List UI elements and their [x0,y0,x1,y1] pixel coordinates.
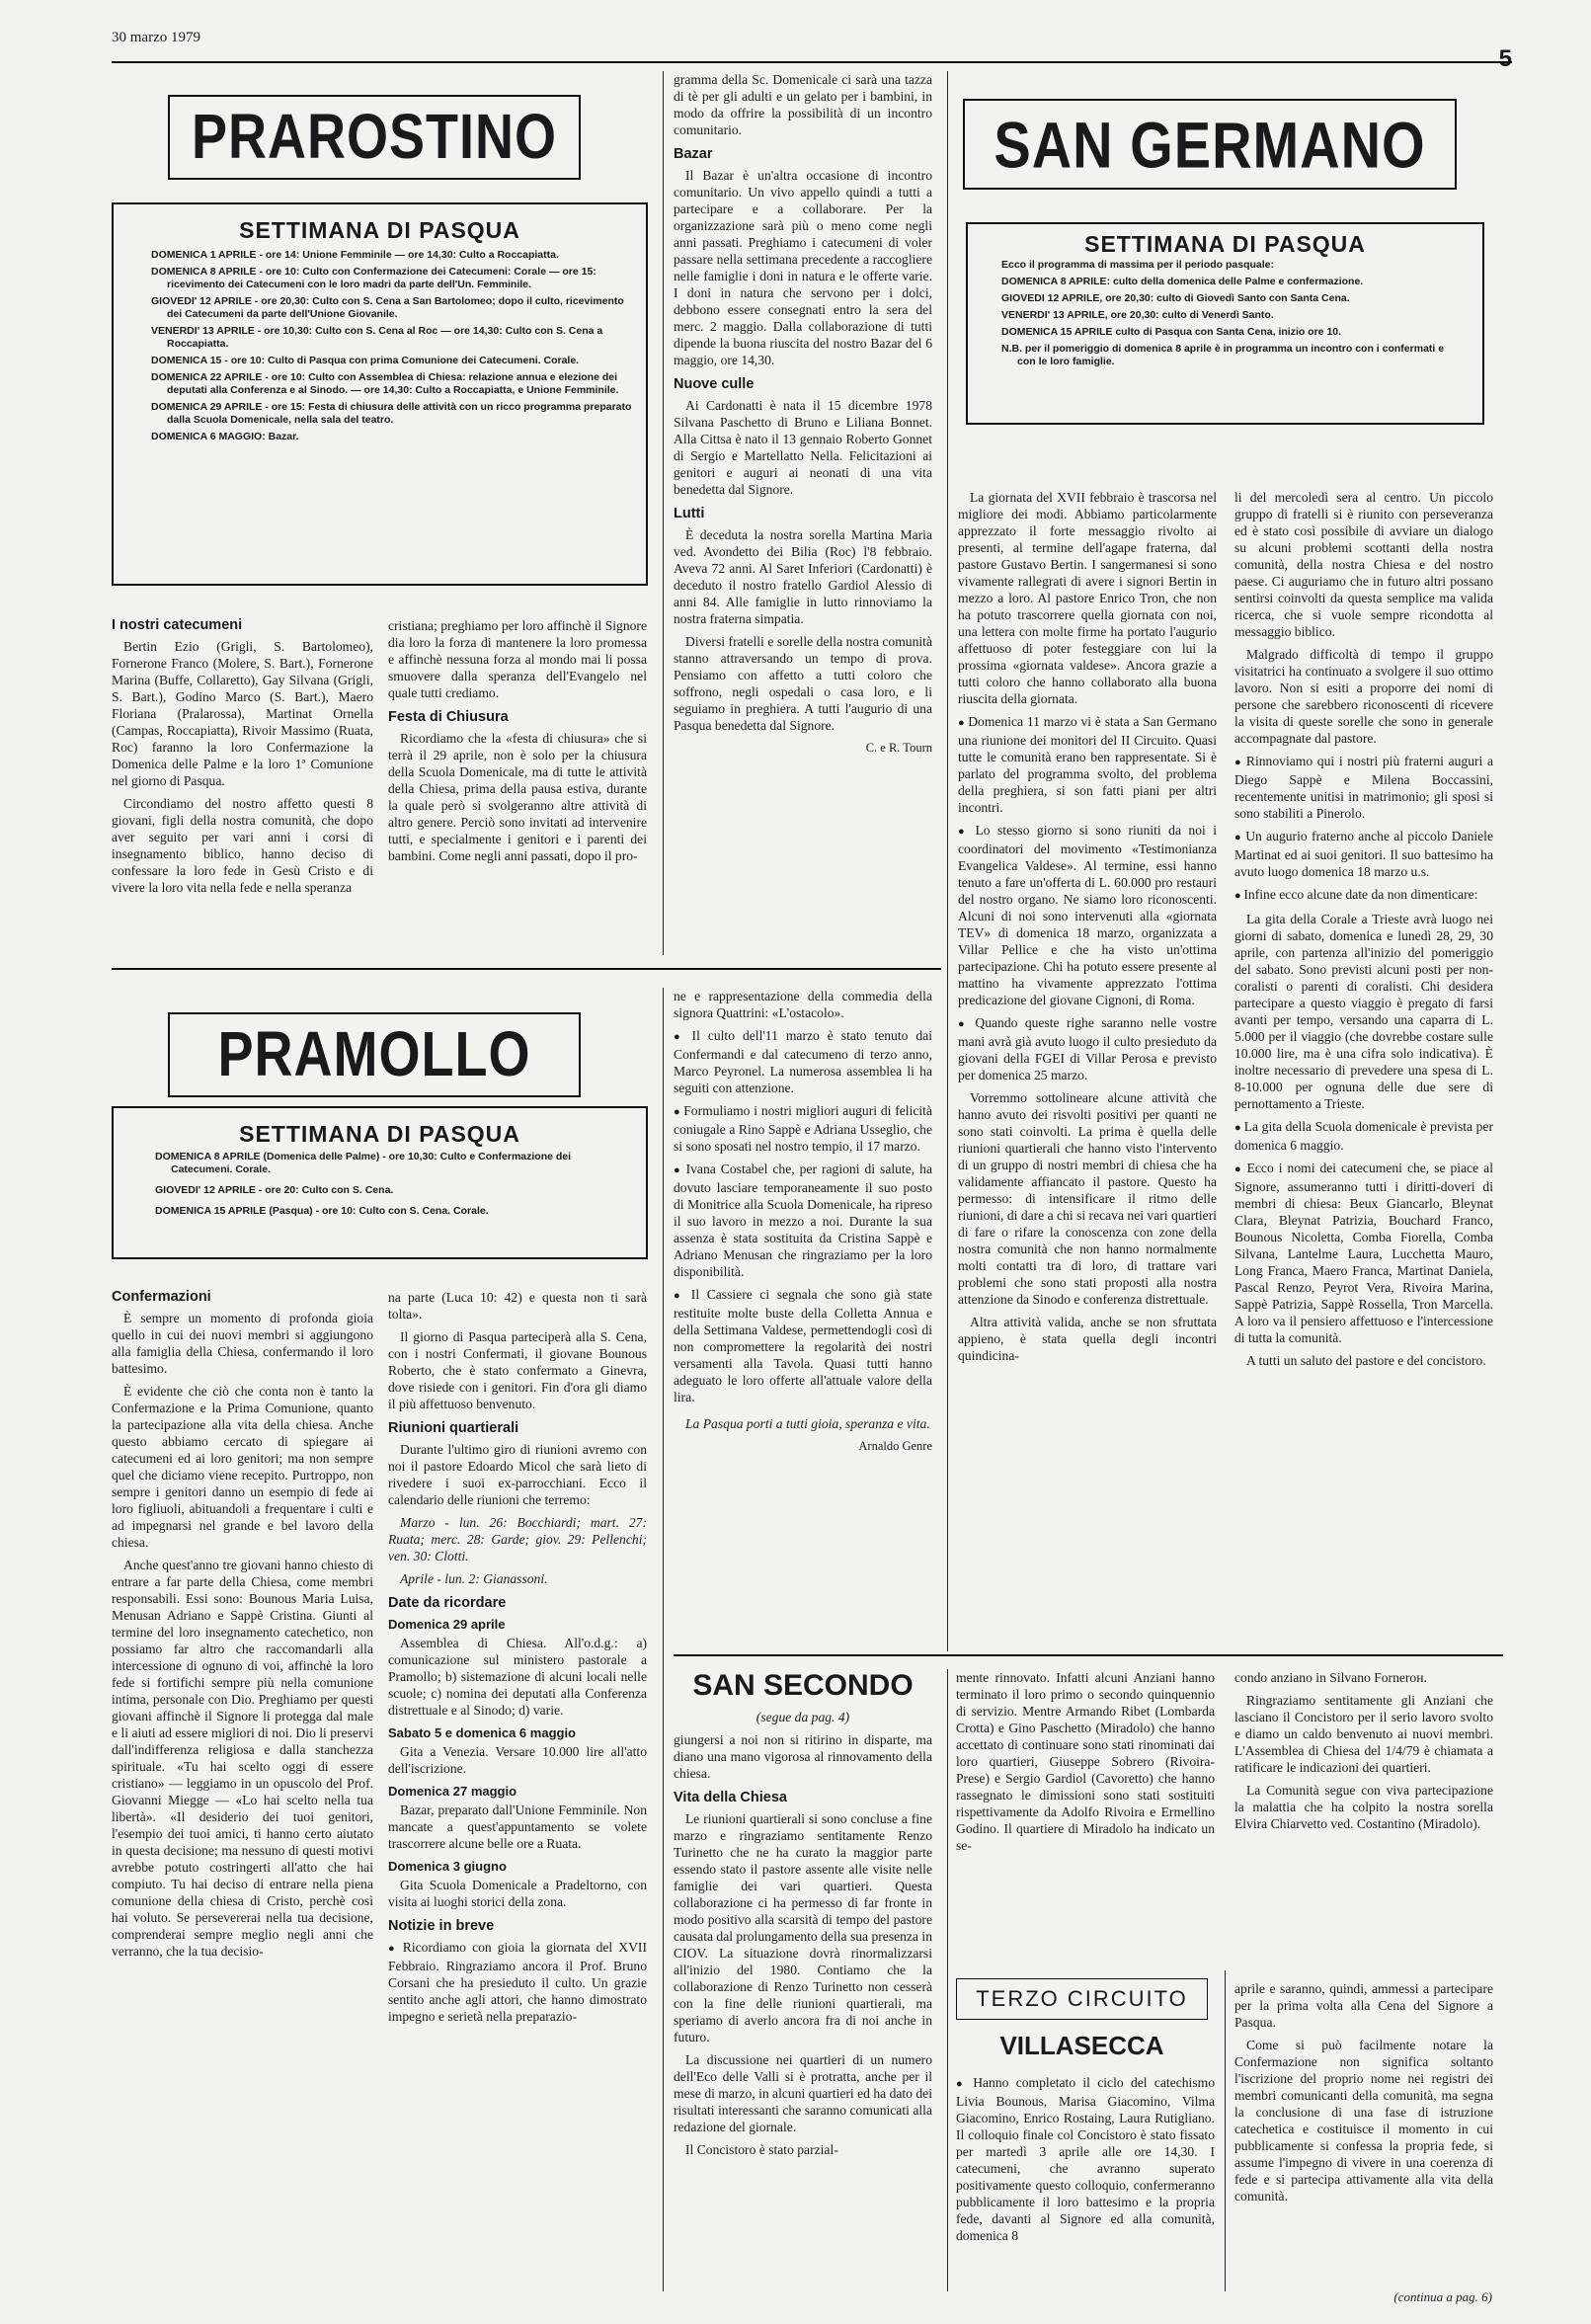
section-heading: Vita della Chiesa [674,1790,787,1805]
programme-line: DOMENICA 8 APRILE (Domenica delle Palme) - ore 10,30: Culto e Confermazione dei Catecumeni. Corale. [155,1151,572,1175]
paragraph: Vorremmo sottolineare alcune attività che hanno avuto dei risvolti positivi per quanti ne sono stati coinvolti. La prima è quella delle riunioni quartierali che hanno visto l'intervento di un gruppo di nostri membri di chiesa che ha validamente affiancato il pastore. Questo ha permesso: di intensificare il ritmo delle riunioni, di dare a chi si recava nei vari quartieri di fare o rifare la conoscenza con zone della nostra comunità che non hanno normalmente molti contatti tra di loro, di trattare vari problemi che sono stati proposti alla nostra attenzione da Sinodo e conferenza distrettuale. [958,1090,1217,1307]
san-secondo-column-1 [674,1709,932,2291]
page-date: 30 marzo 1979 [112,30,200,45]
programme-line: DOMENICA 8 APRILE - ore 10: Culto con Confermazione dei Catecumeni: Corale — ore 15: ricevimento dei Catecumeni con le loro madri da parte dell'Un. Femminile. [151,266,597,290]
paragraph: Ricordiamo che la «festa di chiusura» che si terrà il 29 aprile, non è solo per la chiusura della Scuola Domenicale, ma di tutte le attività della Chiesa, prima della pausa estiva, durante la quale però si svolgeranno altre attività di altro genere. Perciò sono invitati ad intervenire tutti, e specialmente i genitori e i parenti dei bambini. Come negli anni passati, dopo il pro- [388,731,647,863]
villasecca-column-1 [956,2074,1215,2293]
paragraph: Gita a Venezia. Versare 10.000 lire all'atto dell'iscrizione. [388,1744,647,1776]
paragraph: Il Concistoro è stato parzial- [685,2142,838,2157]
prarostino-programme [112,202,648,586]
programme-line: DOMENICA 15 - ore 10: Culto di Pasqua con prima Comunione dei Catecumeni. Corale. [151,355,580,366]
pramollo-title-box [168,1012,581,1097]
paragraph: Altra attività valida, anche se non sfruttata appieno, è stata quella degli incontri quindicina- [958,1315,1217,1363]
page-number: 5 [1498,45,1512,72]
paragraph: Gita Scuola Domenicale a Pradeltorno, con visita ai luoghi storici della zona. [388,1878,647,1909]
paragraph: Anche quest'anno tre giovani hanno chiesto di entrare a far parte della Chiesa, come membri responsabili. Essi sono: Bounous Maria Luisa, Menusan Adriano e Sappè Cristina. Giunti al termine del loro insegnamento catechetico, non possiamo far altro che raccomandarli alla intercessione di ognuno di voi, affinchè la loro fede si fortifichi sempre più nella comunione intima, personale con Dio. Preghiamo per questi giovani affinchè il Signore li protegga dal male e li aiuti ad essere migliori di noi. Dio li preservi dall'indifferenza religiosa e dalla stanchezza spirituale. «Tu hai scelto oggi di essere cristiano» — leggiamo in un opuscolo del Prof. Giovanni Miegge — «Lo hai scelto nella tua libertà». «Il desiderio dei tuoi genitori, l'esempio dei tuoi amici, ti hanno certo aiutato in questa decisione; ma nessuno di questi motivi avrebbe potuto costringerti all'atto che hai compiuto. Tu hai deciso di entrare nella piena comunione della chiesa di Cristo, perchè così hai voluto. Se persevererai nella tua decisione, comprenderai sempre meglio negli anni che verranno, che la tua decisio- [112,1558,373,1959]
paragraph: Il giorno di Pasqua parteciperà alla S. Cena, con i nostri Confermati, il giovane Bounous Roberto, che è stato confermato a Ginevra, dove risiede con i genitori. Fin d'ora gli diamo il più affettuoso benvenuto. [388,1329,647,1411]
closing-line: La Pasqua porti a tutti gioia, speranza e vita. [685,1416,930,1431]
villasecca-column-2 [1234,1980,1493,2294]
column-rule [663,988,664,2291]
paragraph: Ai Cardonatti è nata il 15 dicembre 1978 Silvana Paschetto di Bruno e Liliana Bonnet. Alla Cittsa è nato il 13 gennaio Roberto Gonnet di Sergio e Martellatto Nella. Felicitazioni ai genitori e auguri ai neonati di una vita benedetta dal Signore. [674,398,932,497]
programme-line: DOMENICA 15 APRILE culto di Pasqua con Santa Cena, inizio ore 10. [1001,326,1342,338]
bullet-paragraph: ● La gita della Scuola domenicale è prevista per domenica 6 maggio. [1234,1118,1493,1154]
signature: C. e R. Tourn [865,741,932,755]
pramollo-column-1 [112,1289,373,2291]
bullet-paragraph: ● Il culto dell'11 marzo è stato tenuto dai Confermandi e dal catecumeno di terzo anno, Marco Peyronel. La numerosa assemblea li ha seguiti con attenzione. [674,1027,932,1096]
section-heading: I nostri catecumeni [112,617,243,633]
bullet-paragraph: ● Formuliamo i nostri migliori auguri di felicità coniugale a Rino Sappè e Adriana Usseglio, che si sono sposati nel nostro tempio, il 17 marzo. [674,1102,932,1155]
paragraph: Ringraziamo sentitamente gli Anziani che lasciano il Concistoro per il serio lavoro svolto e diamo un caldo benvenuto ai nuovi membri. L'Assemblea di Chiesa del 1/4/79 è chiamata a ratificare le indicazioni dei quartieri. [1234,1693,1493,1775]
paragraph: Diversi fratelli e sorelle della nostra comunità stanno attraversando un tempo di prova. Pensiamo con affetto a tutti coloro che soffrono, negli ospedali o casa loro, e li seguiamo in preghiera. A tutti l'augurio di una Pasqua benedetta dal Signore. [674,634,932,733]
programme-heading: SETTIMANA DI PASQUA [239,217,520,243]
paragraph: La discussione nei quartieri di un numero dell'Eco delle Valli si è protratta, anche per il mese di marzo, in alcuni quartieri ed ha dato dei risultati interessanti che saranno comunicati alla redazione del giornale. [674,2052,932,2134]
san-germano-title-box [963,99,1457,190]
terzo-circuito-title-box [956,1978,1208,2020]
programme-line: Ecco il programma di massima per il periodo pasquale: [1001,259,1274,271]
section-heading: Bazar [674,146,713,162]
paragraph: Il Bazar è un'altra occasione di incontro comunitario. Un vivo appello quindi a tutti a partecipare e a collaborare. Per la organizzazione sarà più o meno come negli anni passati. Preghiamo i catecumeni di voler passare nella settimana precedente a raccogliere nelle famiglie i doni in natura e le offerte varie. I doni in natura che servono per i dolci, debbono essere consegnati entro la sera del merc. 2 maggio. Dalla collaborazione di tutti dipende la buona riuscita del nostro Bazar del 6 maggio, ore 14,30. [674,168,932,367]
paragraph: Assemblea di Chiesa. All'o.d.g.: a) comunicazione sul ministero pastorale a Pramollo; b) sistemazione di alcuni locali nelle scuole; c) nomina dei deputati alla Conferenza distrettuale e al Sinodo; d) varie. [388,1636,647,1718]
section-heading: Festa di Chiusura [388,709,509,725]
bullet-paragraph: ● Un augurio fraterno anche al piccolo Daniele Martinat ed ai suoi genitori. Il suo battesimo ha avuto luogo domenica 18 marzo u.s. [1234,828,1493,880]
programme-line: DOMENICA 1 APRILE - ore 14: Unione Femminile — ore 14,30: Culto a Roccapiatta. [151,249,559,261]
paragraph: mente rinnovato. Infatti alcuni Anziani hanno terminato il loro primo o secondo quinquennio di servizio. Mentre Armando Ribet (Lombarda Crotta) e Gino Paschetto (Miradolo) che hanno accettato di continuare sono stati rinominati dai loro quartieri, Giuseppe Sobrero (Rivoira-Prese) e Sergio Gardiol (Cavoretto) che hanno rassegnato le dimissioni sono stati sostituiti rispettivamente da Adolfo Rivoira e Ermellino Godino. Il quartiere di Miradolo ha indicato un se- [956,1670,1215,1853]
paragraph: La giornata del XVII febbraio è trascorsa nel migliore dei modi. Abbiamo particolarmente apprezzato il forte messaggio rivolto ai presenti, al termine dell'agape fraterna, dal pastore Gustavo Bertin. I sangermanesi si sono vivamente rallegrati di avere i signori Bertin in mezzo a loro. Al pastore Enrico Tron, che non ha potuto trascorrere quella giornata con noi, una lettera con molte firme ha portato l'augurio affettuoso di poter festeggiare con lui la prossima «giornata valdese». Ancora grazie a tutti coloro che hanno collaborato alla buona riuscita della giornata. [958,490,1217,706]
paragraph: Aprile - lun. 2: Gianassoni. [400,1571,548,1586]
paragraph: È sempre un momento di profonda gioia quello in cui dei nuovi membri si aggiungono alla famiglia della Chiesa, confermando il loro battesimo. [112,1311,373,1376]
prarostino-title-box [168,95,581,180]
section-rule [674,1654,1503,1656]
signature: Arnaldo Genre [858,1439,932,1453]
paragraph: aprile e saranno, quindi, ammessi a partecipare per la prima volta alla Cena del Signore a Pasqua. [1234,1981,1493,2030]
bullet-paragraph: ● Lo stesso giorno si sono riuniti da noi i coordinatori del movimento «Testimonianza Evangelica Valdese». Al termine, essi hanno tenuto a fare un'offerta di L. 60.000 pro restauri del nostro organo. Ne siamo loro riconoscenti. Alcuni di noi sono intervenuti alla «giornata TEV» di domenica 18 marzo, organizzata a Villar Pellice e che ha visto un'ottima partecipazione. Chi ha potuto essere presente al mattino ha vivamente apprezzato l'ottima predicazione del giovane Cignoni, di Roma. [958,822,1217,1008]
section-rule [112,968,941,970]
programme-line: VENERDI' 13 APRILE, ore 20,30: culto di Venerdì Santo. [1001,309,1274,321]
date-heading: Domenica 27 maggio [388,1784,517,1799]
programme-line: GIOVEDI' 12 APRILE - ore 20: Culto con S. Cena. [155,1184,394,1196]
paragraph: Circondiamo del nostro affetto questi 8 giovani, figli della nostra comunità, che dopo aver seguito per vari anni i corsi di insegnamento biblico, hanno deciso di confessare la loro fede in Gesù Cristo e di vivere la loro vita nella fede e nella speranza [112,796,373,895]
date-heading: Sabato 5 e domenica 6 maggio [388,1725,576,1740]
continued-from: (segue da pag. 4) [756,1710,850,1724]
programme-line: GIOVEDI' 12 APRILE - ore 20,30: Culto con S. Cena a San Bartolomeo; dopo il culto, ricevimento dei Catecumeni da parte dell'Unione Giovanile. [151,295,624,320]
san-secondo-title: SAN SECONDO [692,1669,914,1702]
prarostino-column-2 [388,617,647,953]
paragraph: giungersi a noi non si ritirino in disparte, ma diano una mano vigorosa al rinnovamento della chiesa. [674,1732,932,1781]
paragraph: La gita della Corale a Trieste avrà luogo nei giorni di sabato, domenica e lunedì 28, 29, 30 aprile, con partenza all'inizio del pomeriggio del sabato. Sono previsti alcuni posti per non-coralisti o parenti di coralisti. Chi desidera partecipare a questo viaggio è pregato di farsi avanti per tempo, versando una caparra di L. 5.000 per il viaggio (che dovrebbe costare sulle 10.000 lire, ma è una cifra solo indicativa). È inoltre necessario di prevedere una spesa di L. 8-10.000 per ognuna delle due sere di pernottamento a Trieste. [1234,912,1493,1111]
bullet-paragraph: ● Hanno completato il ciclo del catechismo Livia Bounous, Marisa Giacomino, Vilma Giacomino, Enrico Rostaing, Laura Rutigliano. Il colloquio finale col Concistoro è stato fissato per martedì 3 aprile alle ore 14,30. I catecumeni, che avranno superato positivamente questo colloquio, confermeranno pubblicamente il loro battesimo e la propria fede, davanti al Signore ed alla comunità, domenica 8 [956,2074,1215,2244]
programme-heading: SETTIMANA DI PASQUA [239,1121,520,1147]
paragraph: ne e rappresentazione della commedia della signora Quattrini: «L'ostacolo». [674,989,932,1020]
paragraph: gramma della Sc. Domenicale ci sarà una tazza di tè per gli adulti e un gelato per i bambini, in modo da offrire la possibilità di un incontro comunitario. [674,72,932,137]
column-rule [947,1669,948,2291]
section-heading: Confermazioni [112,1289,211,1305]
terzo-circuito-title: TERZO CIRCUITO [976,1986,1188,2011]
paragraph: cristiana; preghiamo per loro affinchè il Signore dia loro la forza di mantenere la loro promessa e affinchè nessuna forza al mondo mai li possa smuovere dalla speranza dell'Evangelo nel quale tutti crediamo. [388,618,647,700]
programme-line: N.B. per il pomeriggio di domenica 8 aprile è in programma un incontro con i confermati e con le loro famiglie. [1001,343,1445,367]
programme-line: GIOVEDI 12 APRILE, ore 20,30: culto di Giovedì Santo con Santa Cena. [1001,292,1350,304]
paragraph: Come si può facilmente notare la Confermazione non significa soltanto l'iscrizione del proprio nome nei registri dei membri comunicanti della comunità, ma segna la conclusione di una fase di istruzione catechetica e costituisce il momento in cui pubblicamente si confessa la propria fede, si assume l'impegno di vivere in una coerenza di fede e si partecipa attivamente alla vita della comunità. [1234,2038,1493,2204]
column-rule [663,71,664,955]
continued-note: (continua a pag. 6) [1393,2289,1492,2304]
bullet-paragraph: ● Ecco i nomi dei catecumeni che, se piace al Signore, assumeranno tutti i diritti-doveri di membri di chiesa: Beux Giancarlo, Bleynat Clara, Bleynat Patrizia, Bouchard Franco, Bounous Nicoletta, Comba Fiorella, Comba Silvana, Lantelme Laura, Lucchetta Mauro, Long Franca, Maero Franca, Martinat Daniela, Pascal Renzo, Peyrot Vera, Rivoira Marina, Sappè Patrizia, Sappè Rossella, Tron Marcella. A loro va il pensiero affettuoso e l'intercessione di tutta la comunità. [1234,1160,1493,1346]
section-heading: Nuove culle [674,376,755,392]
pramollo-column-2 [388,1289,647,2291]
bullet-paragraph: ● Ivana Costabel che, per ragioni di salute, ha dovuto lasciare temporaneamente il suo posto di Monitrice alla Scuola Domenicale, ha ripreso il suo lavoro in mezzo a noi. Durante la sua assenza è stata sostituita da Cristina Sappè e Adriano Menusan che ringraziamo per la loro disponibilità. [674,1161,932,1280]
programme-line: DOMENICA 8 APRILE: culto della domenica delle Palme e confermazione. [1001,276,1364,287]
paragraph: Marzo - lun. 26: Bocchiardi; mart. 27: Ruata; merc. 28: Garde; giov. 29: Pellenchi; ven. 30: Clotti. [388,1515,647,1563]
paragraph: A tutti un saluto del pastore e del concistoro. [1246,1353,1486,1368]
prarostino-column-3 [674,71,932,955]
paragraph: Malgrado difficoltà di tempo il gruppo visitatrici ha continuato a svolgere il suo ottimo lavoro. Non si esiti a proporre dei nomi di persone che sarebbero riconoscenti di ricevere la visita di queste sorelle che sono in generale accompagnate dal pastore. [1234,647,1493,746]
paragraph: È deceduta la nostra sorella Martina Maria ved. Avondetto dei Bilia (Roc) l'8 febbraio. Aveva 72 anni. Al Saret Inferiori (Cardonatti) è deceduto il nostro fratello Gardiol Alessio di anni 84. Alle famiglie in lutto rinnoviamo la nostra fraterna simpatia. [674,527,932,626]
san-germano-column-1 [958,489,1217,1640]
villasecca-title: VILLASECCA [999,2031,1164,2060]
paragraph: condo anziano in Silvano Fornerон. [1234,1670,1427,1685]
san-secondo-column-3 [1234,1669,1493,1965]
programme-line: VENERDI' 13 APRILE - ore 10,30: Culto con S. Cena al Roc — ore 14,30: Culto con S. Cena a Roccapiatta. [151,325,603,350]
san-germano-programme [966,222,1484,425]
date-heading: Domenica 29 aprile [388,1617,506,1632]
paragraph: Bazar, preparato dall'Unione Femminile. Non mancate a quest'appuntamento se volete trascorrere alcune belle ore a Ruata. [388,1803,647,1851]
bullet-paragraph: ● Il Cassiere ci segnala che sono già state restituite molte buste della Colletta Annua e della Settimana Valdese, permettendogli così di non compromettere la regolarità dei nostri versamenti alla Tavola. Quasi tutti hanno adeguato le loro offerte all'attuale valore della lira. [674,1286,932,1405]
paragraph: Le riunioni quartierali si sono concluse a fine marzo e ringraziamo sentitamente Renzo Turinetto che ne ha curato la maggior parte essendo stato il pastore assente alle visite nelle famiglie dei vari quartieri. Questa collaborazione ci ha permesso di far fronte in modo positivo alla scarsità di tempo del pastore causata dal prolungamento della sua presenza in CIOV. La situazione dovrà rinormalizzarsi all'inizio del 1980. Contiamo che la collaborazione di Renzo Turinetto non cesserà con la fine delle riunioni quartierali, ma speriamo di averlo ancora fra di noi anche in futuro. [674,1811,932,2044]
section-heading: Riunioni quartierali [388,1420,519,1436]
san-germano-column-2 [1234,489,1493,1640]
bullet-paragraph: ● Quando queste righe saranno nelle vostre mani avrà già avuto luogo il culto presieduto da giovani della FGEI di Villar Perosa e previsto per domenica 25 marzo. [958,1014,1217,1083]
bullet-paragraph: ● Domenica 11 marzo vi è stata a San Germano una riunione dei monitori del II Circuito. Quasi tutte le comunità erano ben rappresentate. Si è parlato del programma svolto, del problema della preghiera, si son fatti piani per altri incontri. [958,713,1217,816]
pramollo-column-0 [674,988,932,1644]
column-rule [1225,1970,1226,2291]
paragraph: È evidente che ciò che conta non è tanto la Confermazione e la Prima Comunione, quanto la partecipazione alla vita della chiesa. Anche questo abbiamo cercato di spiegare ai catecumeni ed ai loro genitori; ma non sempre quel che diciamo viene recepito. Purtroppo, non sempre i genitori danno un esempio di fede ai loro figliuoli, abituandoli a frequentare i culti e ad impegnarsi nel grande e bel lavoro della chiesa. [112,1384,373,1550]
section-heading: Lutti [674,506,705,521]
bullet-paragraph: ● Ricordiamo con gioia la giornata del XVII Febbraio. Ringraziamo ancora il Prof. Bruno Corsani che ha presieduto il culto. Un grazie sentito anche agli attori, che hanno dimostrato impegno e serietà nella preparazio- [388,1939,647,2025]
bullet-paragraph: ● Infine ecco alcune date da non dimenticare: [1234,886,1493,905]
column-rule [947,71,948,1651]
date-heading: Domenica 3 giugno [388,1859,507,1874]
san-germano-title: SAN GERMANO [994,107,1426,182]
pramollo-title: PRAMOLLO [217,1019,531,1090]
paragraph: Bertin Ezio (Grigli, S. Bartolomeo), Fornerone Franco (Molere, S. Bart.), Fornerone Marina (Buffe, Collaretto), Gay Silvana (Grigli, S. Bart.), Godino Marco (S. Bart.), Maero Floriana (Pralarossa), Martinat Ornella (Campas, Roccapiatta), Rivoir Massimo (Ruata, Roc) faranno la loro Confermazione la Domenica delle Palme e la loro 1ª Comunione nel giorno di Pasqua. [112,639,373,788]
header-rule [112,61,1512,63]
section-heading: Date da ricordare [388,1595,507,1611]
paragraph: na parte (Luca 10: 42) e questa non ti sarà tolta». [388,1290,647,1322]
programme-line: DOMENICA 22 APRILE - ore 10: Culto con Assemblea di Chiesa: relazione annua e elezione dei deputati alla Conferenza e al Sinodo. — ore 14,30: Culto a Roccapiatta, e Unione Femminile. [151,371,619,396]
paragraph: li del mercoledì sera al centro. Un piccolo gruppo di fratelli si è riunito con perseveranza ed è stato così possibile di avviare un dialogo su alcuni problemi scottanti della nostra comunità, della nostra Chiesa e del nostro paese. Ci auguriamo che in futuro altri possano sentirsi coinvolti da questa semplice ma valida ricerca, che si vuole sempre ricondotta al messaggio biblico. [1234,490,1493,639]
paragraph: La Comunità segue con viva partecipazione la malattia che ha colpito la nostra sorella Elvira Chiarvetto ved. Costantino (Miradolo). [1234,1783,1493,1831]
section-heading: Notizie in breve [388,1918,495,1934]
prarostino-title: PRAROSTINO [191,102,558,173]
pramollo-programme [112,1106,648,1259]
paragraph: Durante l'ultimo giro di riunioni avremo con noi il pastore Edoardo Micol che sarà lieto di rivedere i suoi ex-parrocchiani. Ecco il calendario delle riunioni che terremo: [388,1442,647,1507]
programme-heading: SETTIMANA DI PASQUA [1084,231,1366,257]
bullet-paragraph: ● Rinnoviamo qui i nostri più fraterni auguri a Diego Sappè e Milena Boccassini, recentemente unitisi in matrimonio; gli sposi si sono stabiliti a Pinerolo. [1234,753,1493,822]
prarostino-column-1 [112,617,373,953]
san-secondo-column-2 [956,1669,1215,1961]
programme-line: DOMENICA 6 MAGGIO: Bazar. [151,431,299,442]
programme-line: DOMENICA 29 APRILE - ore 15: Festa di chiusura delle attività con un ricco programma preparato dalla Scuola Domenicale, nella sala del teatro. [151,401,632,426]
programme-line: DOMENICA 15 APRILE (Pasqua) - ore 10: Culto con S. Cena. Corale. [155,1205,489,1217]
